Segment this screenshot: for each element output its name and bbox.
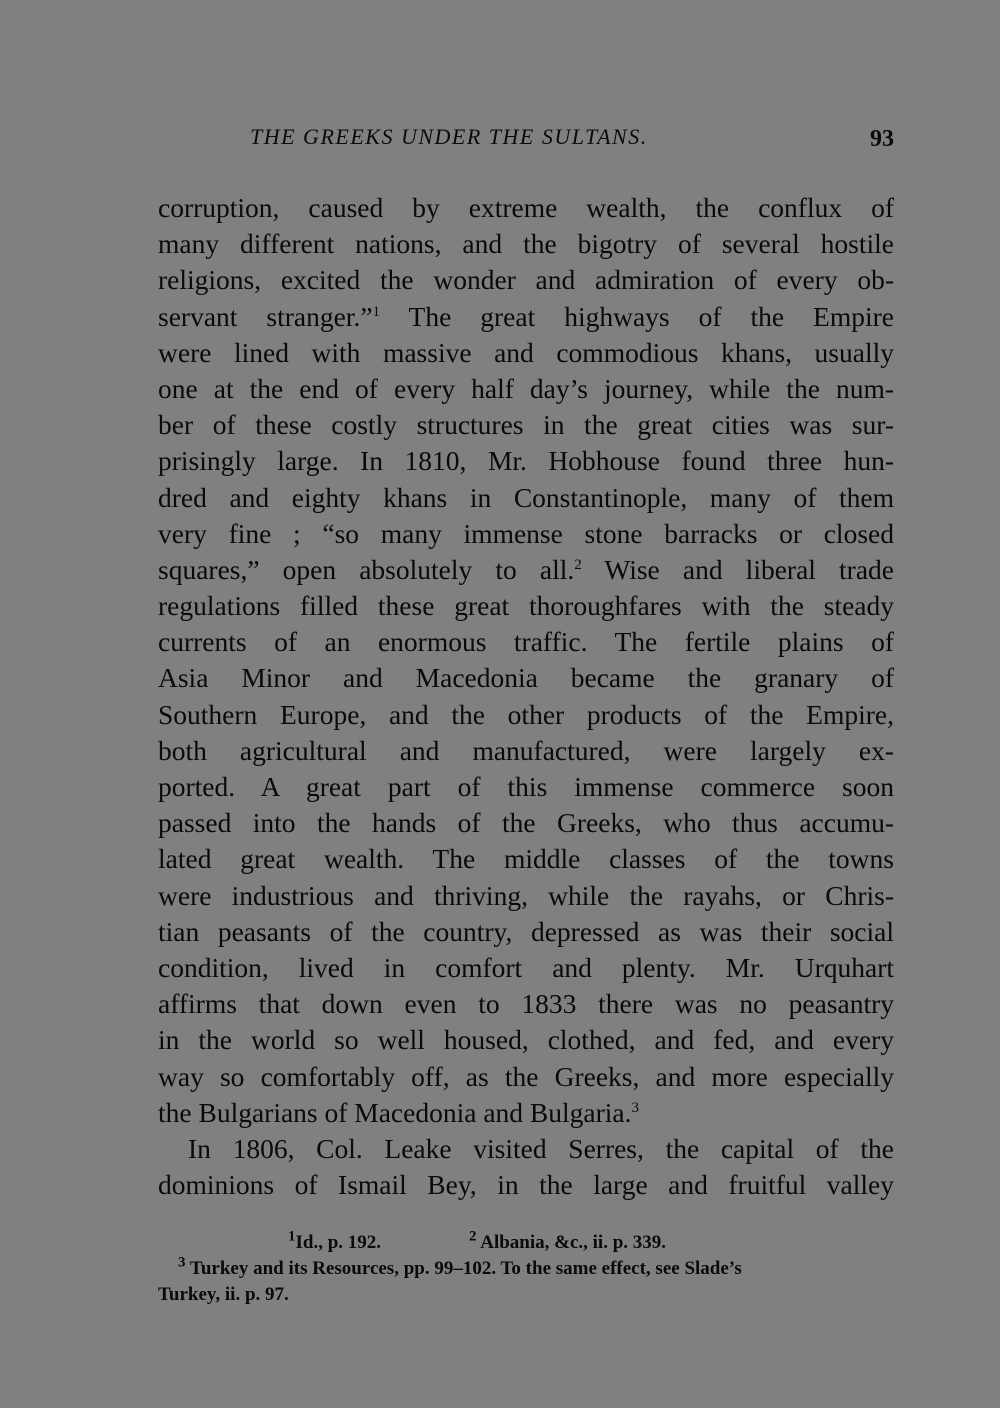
text-line — [158, 552, 894, 588]
text-line — [158, 1095, 894, 1131]
footnote-marker: 3 — [178, 1254, 186, 1271]
footnote-row — [158, 1230, 898, 1256]
footnote-marker: 1 — [372, 303, 381, 320]
paragraph-first-line: In 1806, Col. Leake visited Serres, the capital of the — [188, 1132, 894, 1164]
text-line: corruption, caused by extreme wealth, the conflux of — [158, 192, 894, 223]
footnote-1: Id., p. 192. — [295, 1232, 382, 1253]
text-line: in the world so well housed, clothed, and fed, and every — [158, 1024, 894, 1056]
text-line: passed into the hands of the Greeks, who thus accumu- — [158, 807, 894, 839]
text-line: were industrious and thriving, while the rayahs, or Chris- — [158, 879, 894, 911]
text-line: Southern Europe, and the other products of the Empire, — [158, 698, 894, 730]
text-line: dred and eighty khans in Constantinople, many of them — [158, 481, 894, 513]
footnote-marker: 3 — [631, 1099, 639, 1116]
text-line: religions, excited the wonder and admiration of every ob- — [158, 264, 894, 296]
text-line: affirms that down even to 1833 there was no peasantry — [158, 988, 894, 1020]
text-line: prisingly large. In 1810, Mr. Hobhouse found three hun- — [158, 445, 894, 477]
text-fragment: the Bulgarians of Macedonia and Bulgaria. — [158, 1096, 632, 1128]
text-line: ber of these costly structures in the great cities was sur- — [158, 409, 894, 441]
text-fragment: squares,” open absolutely to all. — [158, 553, 575, 585]
footnote-row — [158, 1256, 898, 1282]
text-line: were lined with massive and commodious khans, usually — [158, 336, 894, 368]
page-number: 93 — [870, 126, 894, 152]
footnote-2: Albania, &c., ii. p. 339. — [480, 1232, 667, 1253]
footnote-marker: 2 — [574, 556, 582, 573]
text-line: one at the end of every half day’s journey, while the num- — [158, 372, 894, 404]
footnote-marker: 1 — [288, 1228, 296, 1245]
text-line: tian peasants of the country, depressed as was their social — [158, 915, 894, 947]
text-line: ported. A great part of this immense commerce soon — [158, 771, 894, 802]
text-line: way so comfortably off, as the Greeks, and more especially — [158, 1060, 894, 1092]
text-line: Asia Minor and Macedonia became the granary of — [158, 662, 894, 694]
footnotes — [158, 1230, 898, 1308]
text-line — [158, 299, 894, 335]
footnote-3: Turkey and its Resources, pp. 99–102. To the same effect, see Slade’s — [189, 1258, 742, 1279]
text-line: lated great wealth. The middle classes of the towns — [158, 843, 894, 875]
text-line: dominions of Ismail Bey, in the large and fruitful valley — [158, 1169, 894, 1201]
text-line: very fine ; “so many immense stone barracks or closed — [158, 517, 894, 549]
body-text — [158, 190, 894, 1203]
text-line: condition, lived in comfort and plenty. Mr. Urquhart — [158, 951, 894, 983]
text-line: both agricultural and manufactured, were largely ex- — [158, 734, 894, 766]
text-fragment: The great highways of the Empire — [408, 300, 894, 332]
text-fragment: servant stranger.” — [158, 300, 373, 332]
footnote-marker: 2 — [469, 1228, 477, 1245]
text-line: many different nations, and the bigotry of several hostile — [158, 228, 894, 260]
running-head-title: THE GREEKS UNDER THE SULTANS. — [250, 124, 648, 149]
text-line: regulations filled these great thoroughfares with the steady — [158, 590, 894, 622]
footnote-row: Turkey, ii. p. 97. — [158, 1284, 289, 1305]
text-fragment: Wise and liberal trade — [604, 553, 894, 585]
text-line: currents of an enormous traffic. The fertile plains of — [158, 626, 894, 658]
